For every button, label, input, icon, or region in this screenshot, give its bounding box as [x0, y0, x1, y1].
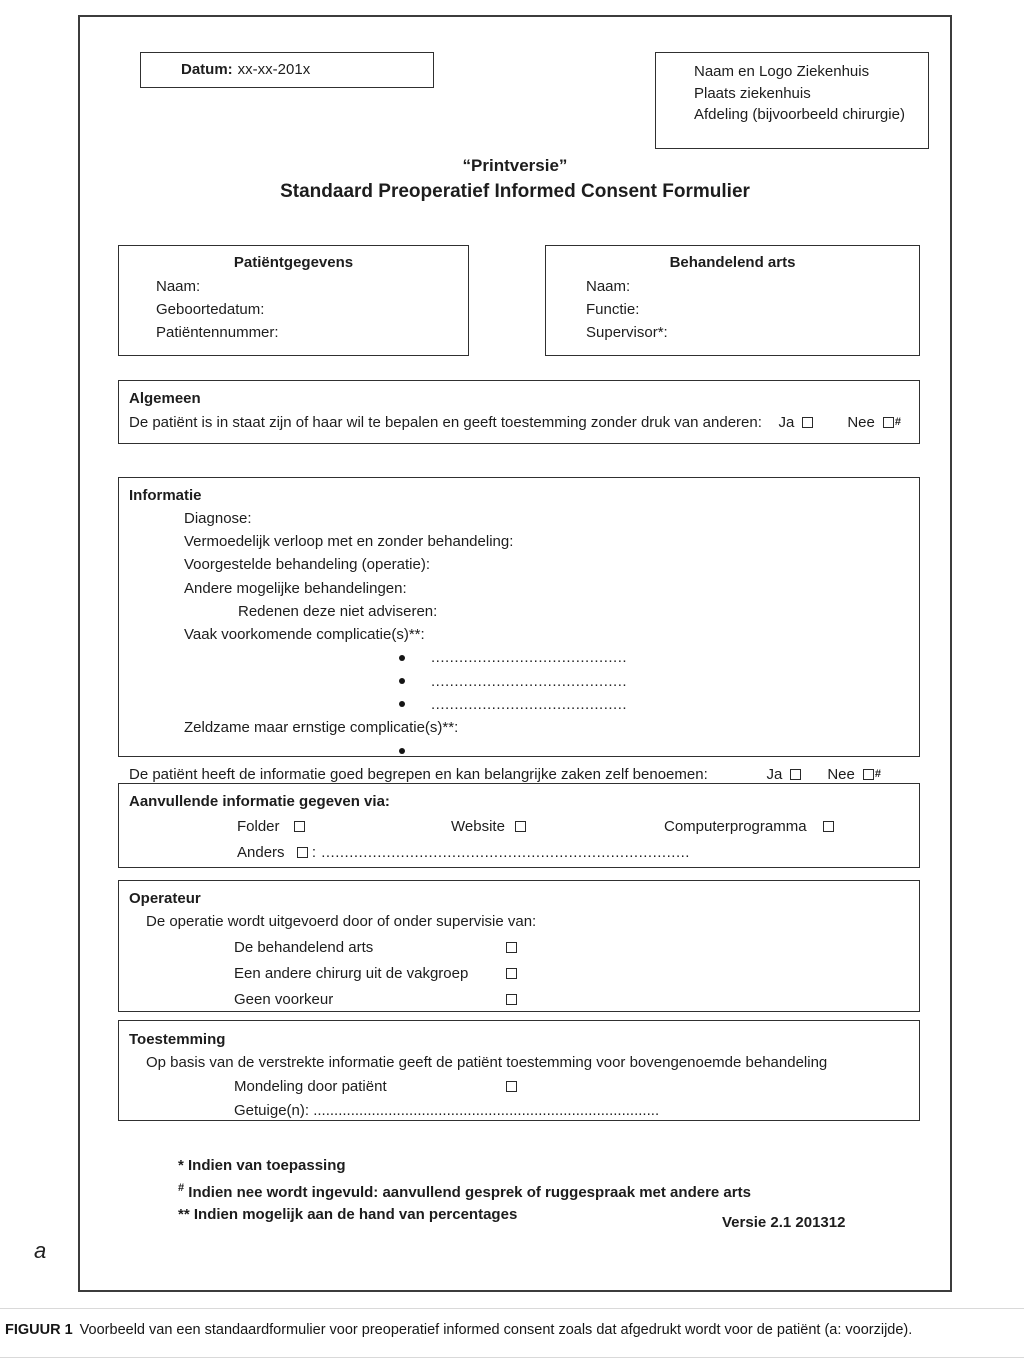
operateur-title: Operateur — [129, 890, 201, 907]
doctor-box-title: Behandelend arts — [669, 254, 796, 271]
behandelend-arts-checkbox — [506, 942, 517, 953]
doctor-supervisor-field: Supervisor*: — [586, 324, 668, 341]
footnote-hash-text: Indien nee wordt ingevuld: aanvullend gesprek of ruggespraak met andere arts — [188, 1184, 751, 1201]
verloop-field: Vermoedelijk verloop met en zonder behandeling: — [184, 533, 514, 551]
form-title: Standaard Preoperatief Informed Consent Formulier — [280, 181, 750, 202]
dotted-fill-line: .......................................... — [431, 649, 628, 667]
toestemming-title: Toestemming — [129, 1031, 226, 1048]
informatie-nee-label: Nee — [827, 766, 855, 784]
algemeen-nee-label: Nee — [847, 414, 875, 431]
anders-checkbox — [297, 847, 308, 858]
bullet-icon — [399, 701, 405, 707]
hospital-name-line: Naam en Logo Ziekenhuis — [694, 63, 870, 80]
informatie-statement: De patiënt heeft de informatie goed begrepen en kan belangrijke zaken zelf benoemen: — [129, 766, 708, 784]
patient-box-title: Patiëntgegevens — [233, 254, 354, 271]
algemeen-nee-checkbox — [883, 417, 894, 428]
doctor-name-field: Naam: — [586, 278, 631, 295]
consent-form-figure — [78, 15, 952, 1292]
geen-voorkeur-checkbox — [506, 994, 517, 1005]
figure-caption — [5, 1320, 1019, 1340]
caption-divider — [0, 1308, 1024, 1309]
algemeen-title: Algemeen — [129, 390, 201, 407]
algemeen-nee-footnote-mark: # — [894, 416, 901, 428]
footnote-hash-mark: # — [178, 1182, 185, 1194]
dotted-fill-line: .......................................... — [431, 672, 628, 690]
anders-option-label: Anders — [237, 844, 285, 861]
doctor-box — [545, 245, 920, 356]
algemeen-ja-label: Ja — [778, 414, 795, 431]
toestemming-section — [118, 1020, 920, 1121]
website-checkbox — [515, 821, 526, 832]
bullet-icon — [399, 678, 405, 684]
figure-panel-label: a — [34, 1238, 47, 1263]
hospital-place-line: Plaats ziekenhuis — [694, 84, 811, 102]
computerprogramma-option-label: Computerprogramma — [664, 818, 807, 835]
version-label: Versie 2.1 201312 — [722, 1214, 846, 1231]
computerprogramma-checkbox — [823, 821, 834, 832]
complication-bullet-row — [399, 693, 881, 716]
hospital-department-line: Afdeling (bijvoorbeeld chirurgie) — [694, 106, 905, 123]
mondeling-checkbox — [506, 1081, 517, 1092]
diagnose-field: Diagnose: — [184, 510, 252, 527]
bullet-icon — [399, 748, 405, 754]
informatie-ja-label: Ja — [766, 766, 783, 784]
informatie-section — [118, 477, 920, 784]
algemeen-section — [118, 380, 920, 444]
toestemming-intro: Op basis van de verstrekte informatie geeft de patiënt toestemming voor bovengenoemde behandeling — [146, 1054, 828, 1071]
bullet-icon — [399, 655, 405, 661]
operateur-section — [118, 880, 920, 1012]
website-option-label: Website — [451, 818, 505, 835]
informatie-ja-checkbox — [790, 769, 801, 780]
folder-checkbox — [294, 821, 305, 832]
informatie-title: Informatie — [129, 487, 202, 504]
andere-chirurg-checkbox — [506, 968, 517, 979]
date-value: xx-xx-201x — [237, 61, 311, 78]
aanvullende-informatie-title: Aanvullende informatie gegeven via: — [129, 793, 390, 810]
complication-bullet-row — [399, 739, 881, 762]
getuige-dotted-line: Getuige(n): ................................................................................... — [234, 1101, 660, 1119]
andere-chirurg-option-label: Een andere chirurg uit de vakgroep — [234, 964, 469, 982]
caption-divider — [0, 1357, 1024, 1358]
informatie-nee-checkbox — [863, 769, 874, 780]
behandelend-arts-option-label: De behandelend arts — [234, 938, 374, 956]
footnote-asterisk-text: Indien van toepassing — [188, 1157, 346, 1174]
anders-dotted-line: : ............................................................................... — [311, 844, 690, 861]
patient-data-box — [118, 245, 469, 356]
date-box — [140, 52, 434, 88]
algemeen-ja-checkbox — [802, 417, 813, 428]
zeldzame-complicaties-label: Zeldzame maar ernstige complicatie(s)**: — [184, 718, 459, 736]
algemeen-statement: De patiënt is in staat zijn of haar wil te bepalen en geeft toestemming zonder druk van anderen: — [129, 414, 762, 431]
voorgestelde-behandeling-field: Voorgestelde behandeling (operatie): — [184, 556, 431, 574]
patient-name-field: Naam: — [156, 278, 201, 295]
geen-voorkeur-option-label: Geen voorkeur — [234, 990, 334, 1008]
dotted-fill-line: .......................................... — [431, 695, 628, 713]
informatie-nee-footnote-mark: # — [874, 768, 881, 781]
doctor-function-field: Functie: — [586, 301, 640, 318]
figure-caption-label: FIGUUR 1 — [5, 1322, 73, 1338]
hospital-box — [655, 52, 929, 149]
footnote-double-asterisk-text: Indien mogelijk aan de hand van percentages — [193, 1206, 518, 1223]
frequente-complicaties-label: Vaak voorkomende complicatie(s)**: — [184, 626, 425, 644]
date-label: Datum: — [181, 61, 233, 78]
aanvullende-informatie-section — [118, 783, 920, 868]
folder-option-label: Folder — [237, 818, 280, 835]
form-subtitle: “Printversie” — [462, 156, 568, 175]
andere-behandelingen-field: Andere mogelijke behandelingen: — [184, 579, 407, 597]
footnotes-block — [178, 1155, 751, 1226]
footnote-double-asterisk-mark: ** — [178, 1206, 190, 1223]
complication-bullet-row — [399, 669, 881, 692]
figure-caption-text: Voorbeeld van een standaardformulier voor preoperatief informed consent zoals dat afgedrukt wordt voor de patiënt (a: voorzijde). — [79, 1322, 913, 1338]
footnote-asterisk-mark: * — [178, 1157, 184, 1174]
operateur-intro: De operatie wordt uitgevoerd door of onder supervisie van: — [146, 913, 537, 930]
mondeling-option-label: Mondeling door patiënt — [234, 1078, 387, 1096]
complication-bullet-row — [399, 646, 881, 669]
redenen-field: Redenen deze niet adviseren: — [238, 602, 438, 620]
patient-birthdate-field: Geboortedatum: — [156, 301, 265, 318]
patient-number-field: Patiëntennummer: — [156, 324, 279, 341]
